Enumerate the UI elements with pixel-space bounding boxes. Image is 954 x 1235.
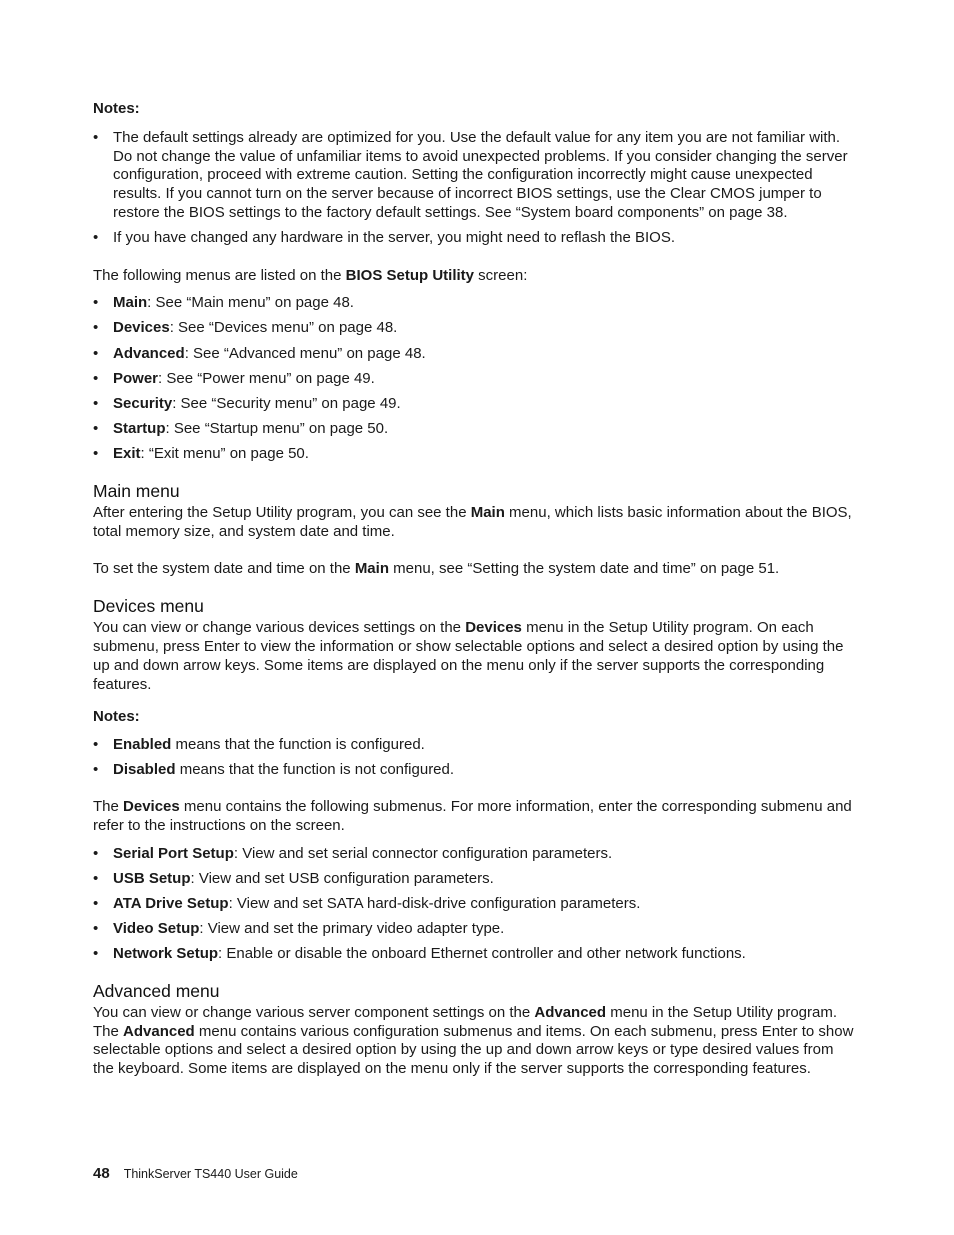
page-content — [93, 100, 858, 1079]
devices-submenus-intro: The Devices menu contains the following submenus. For more information, enter the corresponding submenu and refer to the instructions on the screen. — [93, 798, 852, 834]
menu-item-startup: • Startup: See “Startup menu” on page 50. — [93, 420, 858, 439]
submenu-ata-drive: • ATA Drive Setup: View and set SATA hard-disk-drive configuration parameters. — [93, 895, 858, 914]
submenu-video: • Video Setup: View and set the primary video adapter type. — [93, 920, 858, 939]
page-number: 48 — [93, 1165, 110, 1182]
submenu-serial-port: • Serial Port Setup: View and set serial connector configuration parameters. — [93, 845, 858, 864]
submenu-network: • Network Setup: Enable or disable the onboard Ethernet controller and other network functions. — [93, 945, 858, 964]
notes-list — [93, 129, 858, 248]
main-menu-para: After entering the Setup Utility program, you can see the Main menu, which lists basic information about the BIOS, total memory size, and system date and time. — [93, 503, 852, 540]
note-item: • The default settings already are optimized for you. Use the default value for any item you are not familiar with. Do not change the value of unfamiliar items to avoid unexpected problems. If you consider changing the server configuration, proceed with extreme caution. Setting the configuration incorrectly might cause unexpected results. If you cannot turn on the server because of incorrect BIOS settings, use the Clear CMOS jumper to restore the BIOS settings to the factory default settings. See “System board components” on page 38. — [93, 129, 858, 223]
devices-notes-heading: Notes: — [93, 708, 140, 726]
devices-note-disabled: • Disabled means that the function is not configured. — [93, 761, 858, 780]
page-footer — [93, 1165, 298, 1183]
note-item: • If you have changed any hardware in the server, you might need to reflash the BIOS. — [93, 229, 858, 248]
main-menu-date-para: To set the system date and time on the Main menu, see “Setting the system date and time” on page 51. — [93, 560, 780, 578]
menu-item-exit: • Exit: “Exit menu” on page 50. — [93, 445, 858, 464]
menu-item-devices: • Devices: See “Devices menu” on page 48. — [93, 319, 858, 338]
devices-note-enabled: • Enabled means that the function is configured. — [93, 736, 858, 755]
notes-heading: Notes: — [93, 100, 140, 117]
menu-item-power: • Power: See “Power menu” on page 49. — [93, 370, 858, 389]
menu-item-main: • Main: See “Main menu” on page 48. — [93, 294, 858, 313]
advanced-menu-heading: Advanced menu — [93, 980, 220, 1001]
menu-item-security: • Security: See “Security menu” on page 49. — [93, 395, 858, 414]
document-title: ThinkServer TS440 User Guide — [123, 1167, 298, 1181]
devices-menu-heading: Devices menu — [93, 596, 204, 617]
devices-notes-list — [93, 736, 858, 780]
menu-item-advanced: • Advanced: See “Advanced menu” on page 48. — [93, 345, 858, 364]
menus-intro: The following menus are listed on the BIOS Setup Utility screen: — [93, 266, 528, 284]
submenu-usb: • USB Setup: View and set USB configuration parameters. — [93, 870, 858, 889]
advanced-menu-para: You can view or change various server component settings on the Advanced menu in the Setup Utility program. The Advanced menu contains various configuration submenus and items. On each submenu, press Enter to show selectable options and select a desired option by using the up and down arrow keys or type desired values from the keyboard. Some items are displayed on the menu only if the server supports the corresponding features. — [93, 1003, 854, 1078]
devices-submenus-list — [93, 845, 858, 964]
devices-menu-para: You can view or change various devices settings on the Devices menu in the Setup Utility program. On each submenu, press Enter to view the information or show selectable options and select a desired option by using the up and down arrow keys. Some items are displayed on the menu only if the server supports the corresponding features. — [93, 619, 844, 693]
main-menu-heading: Main menu — [93, 480, 180, 501]
menus-list — [93, 294, 858, 463]
